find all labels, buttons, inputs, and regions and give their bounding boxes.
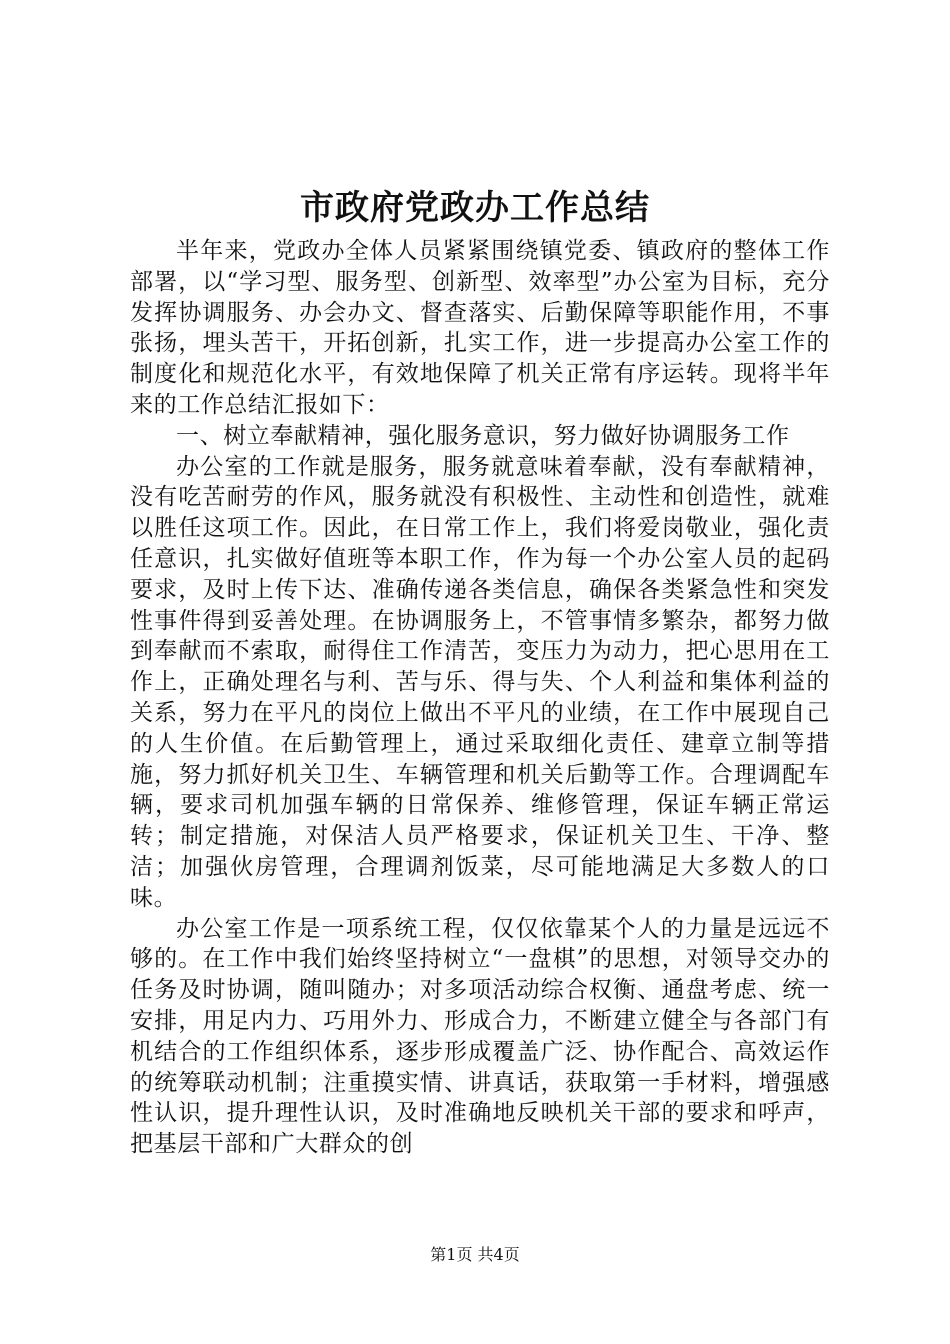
paragraph-coordination: 办公室工作是一项系统工程，仅仅依靠某个人的力量是远远不够的。在工作中我们始终坚持树立“一盘棋”的思想，对领导交办的任务及时协调，随叫随办；对多项活动综合权衡、通盘考虑、统一安排，用足内力、巧用外力、形成合力，不断建立健全与各部门有机结合的工作组织体系，逐步形成覆盖广泛、协作配合、高效运作的统筹联动机制；注重摸实情、讲真话，获取第一手材料，增强感性认识，提升理性认识，及时准确地反映机关干部的要求和呼声，把基层干部和广大群众的创 (130, 915, 830, 1158)
document-body (130, 236, 830, 1160)
paragraph-intro: 半年来，党政办全体人员紧紧围绕镇党委、镇政府的整体工作部署，以“学习型、服务型、创新型、效率型”办公室为目标，充分发挥协调服务、办会办文、督查落实、后勤保障等职能作用，不事张扬，埋头苦干，开拓创新，扎实工作，进一步提高办公室工作的制度化和规范化水平，有效地保障了机关正常有序运转。现将半年来的工作总结汇报如下： (130, 238, 830, 418)
page-footer: 第1页 共4页 (430, 1245, 520, 1264)
section-heading-1: 一、树立奉献精神，强化服务意识，努力做好协调服务工作 (176, 422, 790, 449)
paragraph-service: 办公室的工作就是服务，服务就意味着奉献，没有奉献精神，没有吃苦耐劳的作风，服务就没有积极性、主动性和创造性，就难以胜任这项工作。因此，在日常工作上，我们将爱岗敬业，强化责任意识，扎实做好值班等本职工作，作为每一个办公室人员的起码要求，及时上传下达、准确传递各类信息，确保各类紧急性和突发性事件得到妥善处理。在协调服务上，不管事情多繁杂，都努力做到奉献而不索取，耐得住工作清苦，变压力为动力，把心思用在工作上，正确处理名与利、苦与乐、得与失、个人利益和集体利益的关系，努力在平凡的岗位上做出不平凡的业绩，在工作中展现自己的人生价值。在后勤管理上，通过采取细化责任、建章立制等措施，努力抓好机关卫生、车辆管理和机关后勤等工作。合理调配车辆，要求司机加强车辆的日常保养、维修管理，保证车辆正常运转；制定措施，对保洁人员严格要求，保证机关卫生、干净、整洁；加强伙房管理，合理调剂饭菜，尽可能地满足大多数人的口味。 (130, 453, 830, 911)
document-title: 市政府党政办工作总结 (300, 188, 650, 228)
